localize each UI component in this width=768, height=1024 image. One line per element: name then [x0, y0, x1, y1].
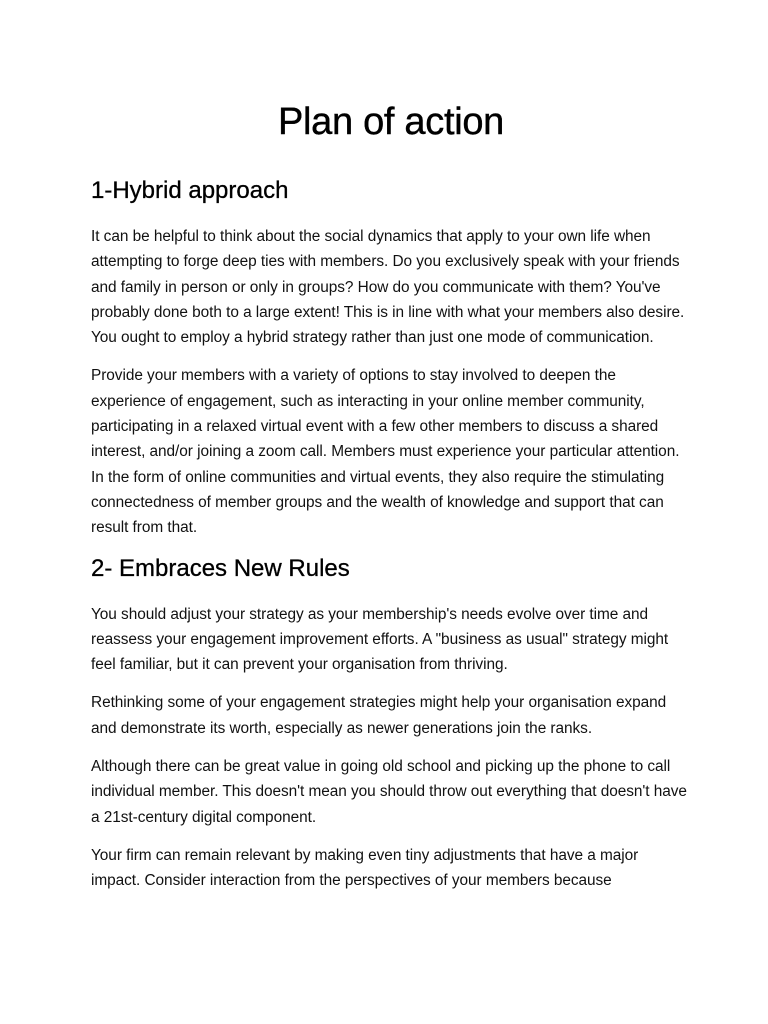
- section-embraces-new-rules: [91, 554, 691, 894]
- page-title: Plan of action: [277, 101, 505, 143]
- section-heading: 2- Embraces New Rules: [91, 554, 350, 582]
- section-heading: 1-Hybrid approach: [91, 177, 289, 204]
- paragraph: Rethinking some of your engagement strategies might help your organisation expand and demonstrate its worth, especially as newer generations join the ranks.: [91, 694, 667, 737]
- paragraph: You should adjust your strategy as your membership's needs evolve over time and reassess your engagement improvement efforts. A "business as usual" strategy might feel familiar, but it can prevent your organisation from thriving.: [91, 605, 669, 674]
- paragraph: Provide your members with a variety of options to stay involved to deepen the experience of engagement, such as interacting in your online member community, participating in a relaxed virtual event with a few other members to discuss a shared interest, and/or joining a zoom call. Members must experience your particular attention. In the form of online communities and virtual events, they also require the stimulating connectedness of member groups and the wealth of knowledge and support that can result from that.: [91, 367, 680, 537]
- paragraph: It can be helpful to think about the social dynamics that apply to your own life when attempting to forge deep ties with members. Do you exclusively speak with your friends and family in person or only in groups? How do you communicate with them? You've probably done both to a large extent! This is in line with what your members also desire. You ought to employ a hybrid strategy rather than just one mode of communication.: [91, 228, 685, 347]
- section-hybrid-approach: [91, 176, 691, 541]
- paragraph: Although there can be great value in going old school and picking up the phone to call individual member. This doesn't mean you should throw out everything that doesn't have a 21st-century digital component.: [91, 758, 687, 826]
- paragraph: Your firm can remain relevant by making even tiny adjustments that have a major impact. Consider interaction from the perspectives of your members because: [91, 846, 639, 890]
- document-body: [91, 96, 691, 907]
